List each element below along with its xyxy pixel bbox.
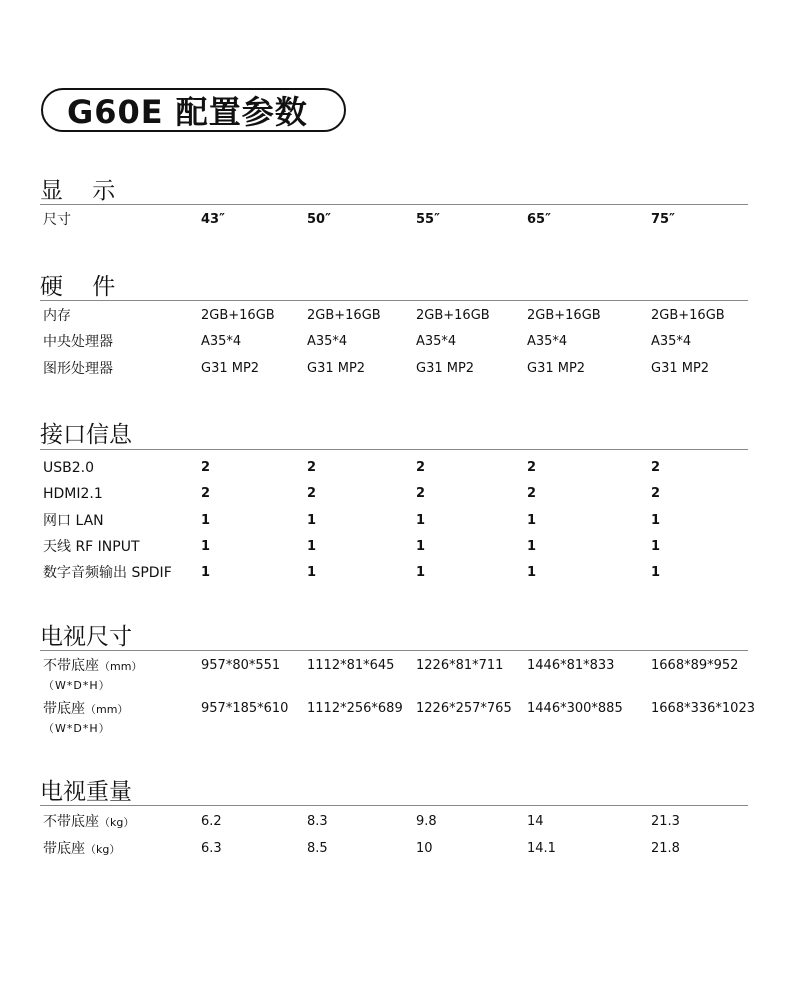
table-row — [0, 814, 790, 840]
row-label-text: 不带底座 — [43, 814, 99, 830]
cell-value: 2 — [307, 486, 317, 501]
unit-label: （mm） — [99, 660, 143, 673]
cell-value: 43″ — [201, 212, 225, 227]
table-row — [0, 658, 790, 694]
cell-value: 21.3 — [651, 814, 680, 829]
cell-value: G31 MP2 — [307, 361, 366, 376]
cell-value: 2 — [416, 486, 426, 501]
dimension-format-label: （W*D*H） — [43, 722, 111, 735]
row-label — [43, 814, 134, 831]
table-row — [0, 460, 790, 486]
cell-value: G31 MP2 — [527, 361, 586, 376]
unit-label: （mm） — [85, 703, 129, 716]
cell-value: 2GB+16GB — [527, 308, 601, 323]
cell-value: 2 — [416, 460, 426, 475]
cell-value: 2GB+16GB — [416, 308, 490, 323]
cell-value: 10 — [416, 841, 433, 856]
cell-value: 1112*256*689 — [307, 701, 403, 716]
table-row — [0, 841, 790, 867]
cell-value: 1226*257*765 — [416, 701, 512, 716]
divider — [40, 805, 748, 806]
cell-value: 1 — [307, 565, 317, 580]
cell-value: 2 — [651, 486, 661, 501]
cell-value: 2GB+16GB — [651, 308, 725, 323]
cell-value: 957*80*551 — [201, 658, 281, 673]
cell-value: 1 — [651, 513, 661, 528]
cell-value: 14 — [527, 814, 544, 829]
table-row — [0, 334, 790, 360]
divider — [40, 204, 748, 205]
section-title-interfaces: 接口信息 — [40, 422, 132, 448]
table-row — [0, 565, 790, 591]
cell-value: 2GB+16GB — [307, 308, 381, 323]
section-title-dimensions: 电视尺寸 — [40, 624, 132, 650]
cell-value: 1 — [651, 539, 661, 554]
section-title-display: 显 示 — [40, 178, 116, 204]
cell-value: G31 MP2 — [416, 361, 475, 376]
cell-value: G31 MP2 — [651, 361, 710, 376]
section-title-weight: 电视重量 — [40, 779, 132, 805]
cell-value: 1 — [307, 513, 317, 528]
divider — [40, 650, 748, 651]
cell-value: 6.3 — [201, 841, 222, 856]
dimension-format-label: （W*D*H） — [43, 679, 111, 692]
cell-value: A35*4 — [527, 334, 568, 349]
cell-value: 2 — [527, 486, 537, 501]
cell-value: 2 — [651, 460, 661, 475]
section-title-hardware: 硬 件 — [40, 274, 116, 300]
cell-value: 6.2 — [201, 814, 222, 829]
row-label — [43, 841, 120, 858]
cell-value: 1 — [416, 565, 426, 580]
cell-value: 65″ — [527, 212, 551, 227]
cell-value: 8.5 — [307, 841, 328, 856]
row-label — [43, 701, 128, 718]
cell-value: 1 — [416, 513, 426, 528]
cell-value: 1668*89*952 — [651, 658, 739, 673]
cell-value: 2 — [307, 460, 317, 475]
cell-value: 1226*81*711 — [416, 658, 504, 673]
cell-value: 1 — [416, 539, 426, 554]
cell-value: G31 MP2 — [201, 361, 260, 376]
table-row — [0, 361, 790, 387]
cell-value: A35*4 — [416, 334, 457, 349]
cell-value: 1668*336*1023 — [651, 701, 755, 716]
row-label-text: 不带底座 — [43, 658, 99, 674]
row-label: 中央处理器 — [43, 334, 113, 350]
cell-value: 50″ — [307, 212, 331, 227]
cell-value: 9.8 — [416, 814, 437, 829]
cell-value: 1 — [527, 539, 537, 554]
cell-value: 2 — [201, 486, 211, 501]
cell-value: 75″ — [651, 212, 675, 227]
table-row — [0, 308, 790, 334]
cell-value: 2 — [201, 460, 211, 475]
cell-value: 2GB+16GB — [201, 308, 275, 323]
table-row — [0, 486, 790, 512]
cell-value: 1 — [201, 539, 211, 554]
cell-value: 1112*81*645 — [307, 658, 395, 673]
divider — [40, 300, 748, 301]
row-label: HDMI2.1 — [43, 486, 103, 502]
cell-value: 8.3 — [307, 814, 328, 829]
cell-value: 14.1 — [527, 841, 556, 856]
table-row — [0, 701, 790, 737]
cell-value: 1446*81*833 — [527, 658, 615, 673]
cell-value: 1446*300*885 — [527, 701, 623, 716]
cell-value: 957*185*610 — [201, 701, 289, 716]
unit-label: （kg） — [85, 843, 121, 856]
cell-value: 1 — [201, 513, 211, 528]
row-label-text: 带底座 — [43, 701, 85, 717]
row-label: 网口 LAN — [43, 513, 104, 529]
cell-value: 2 — [527, 460, 537, 475]
row-label — [43, 658, 142, 675]
row-label: 尺寸 — [43, 212, 71, 228]
divider — [40, 449, 748, 450]
unit-label: （kg） — [99, 816, 135, 829]
row-label: 天线 RF INPUT — [43, 539, 140, 555]
table-row — [0, 513, 790, 539]
row-label-text: 带底座 — [43, 841, 85, 857]
cell-value: 55″ — [416, 212, 440, 227]
table-row — [0, 539, 790, 565]
cell-value: 1 — [201, 565, 211, 580]
row-label: 内存 — [43, 308, 71, 324]
row-label: 图形处理器 — [43, 361, 113, 377]
cell-value: 1 — [527, 565, 537, 580]
cell-value: A35*4 — [201, 334, 242, 349]
cell-value: A35*4 — [307, 334, 348, 349]
cell-value: 1 — [307, 539, 317, 554]
cell-value: 1 — [527, 513, 537, 528]
cell-value: 1 — [651, 565, 661, 580]
row-label: USB2.0 — [43, 460, 95, 476]
page-title: G60E 配置参数 — [41, 88, 346, 132]
cell-value: A35*4 — [651, 334, 692, 349]
table-row — [0, 212, 790, 238]
row-label: 数字音频输出 SPDIF — [43, 565, 172, 581]
cell-value: 21.8 — [651, 841, 680, 856]
